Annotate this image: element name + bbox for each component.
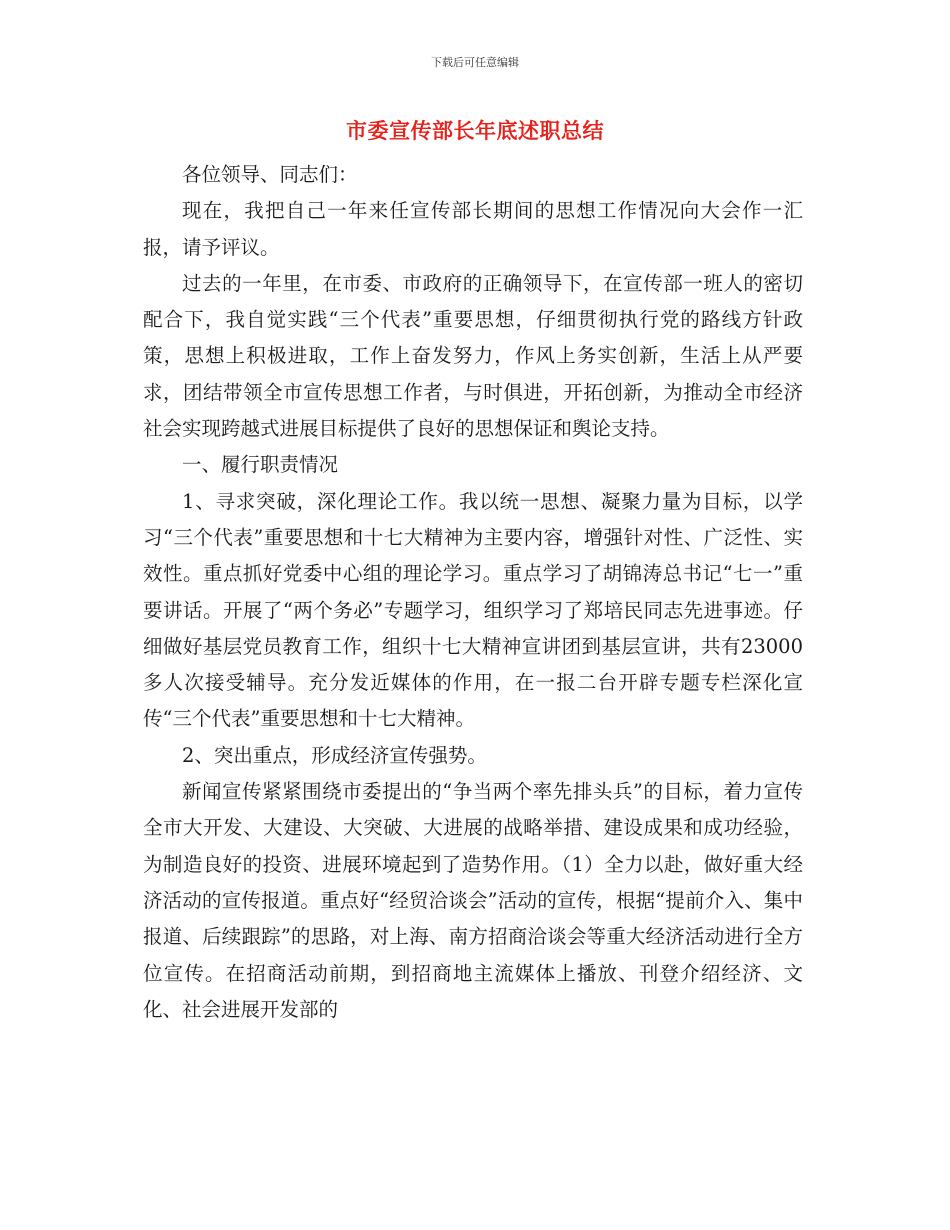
paragraph-news-publicity: 新闻宣传紧紧围绕市委提出的“争当两个率先排头兵”的目标，着力宣传全市大开发、大建设、大突破、大进展的战略举措、建设成果和成功经验，为制造良好的投资、进展环境起到了造势作用。（1）全力以赴，做好重大经济活动的宣传报道。重点好“经贸洽谈会”活动的宣传，根据“提前介入、集中报道、后续跟踪”的思路，对上海、南方招商洽谈会等重大经济活动进行全方位宣传。在招商活动前期，到招商地主流媒体上播放、刊登介绍经济、文化、社会进展开发部的: [143, 780, 803, 1021]
paragraph-theory-work: 1、寻求突破，深化理论工作。我以统一思想、凝聚力量为目标，以学习“三个代表”重要思想和十七大精神为主要内容，增强针对性、广泛性、实效性。重点抓好党委中心组的理论学习。重点学习了胡锦涛总书记“七一”重要讲话。开展了“两个务必”专题学习，组织学习了郑培民同志先进事迹。仔细做好基层党员教育工作，组织十七大精神宣讲团到基层宣讲，共有23000多人次接受辅导。充分发近媒体的作用，在一报二台开辟专题专栏深化宣传“三个代表”重要思想和十七大精神。: [143, 489, 803, 731]
paragraph-overview: 过去的一年里，在市委、市政府的正确领导下，在宣传部一班人的密切配合下，我自觉实践“三个代表”重要思想，仔细贯彻执行党的路线方针政策，思想上积极进取，工作上奋发努力，作风上务实创新，生活上从严要求，团结带领全市宣传思想工作者，与时俱进，开拓创新，为推动全市经济社会实现跨越式进展目标提供了良好的思想保证和舆论支持。: [143, 271, 803, 441]
header-note: 下载后可任意编辑: [431, 56, 519, 69]
document-title: 市委宣传部长年底述职总结: [346, 119, 604, 143]
subheading-economic-publicity: 2、突出重点，形成经济宣传强势。: [182, 743, 487, 767]
document-body: [143, 157, 803, 1028]
paragraph-salutation: 各位领导、同志们：: [182, 163, 358, 186]
section-heading-duties: 一、履行职责情况: [182, 453, 339, 477]
paragraph-intro: 现在，我把自己一年来任宣传部长期间的思想工作情况向大会作一汇报，请予评议。: [143, 199, 803, 259]
